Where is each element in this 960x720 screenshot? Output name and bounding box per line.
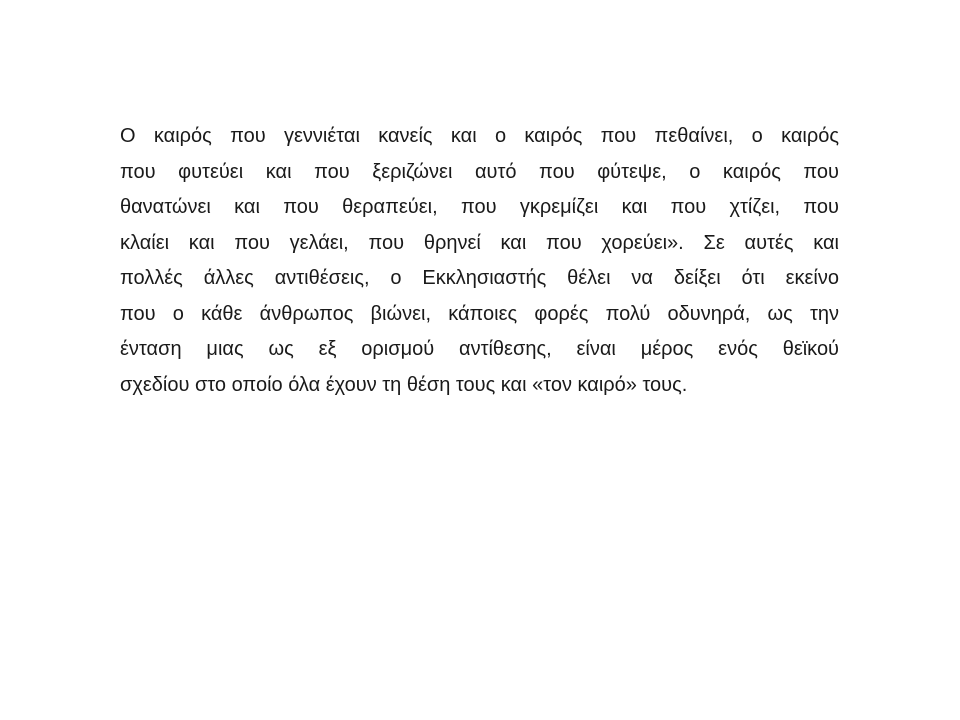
paragraph-line: πολλές άλλες αντιθέσεις, ο Εκκλησιαστής θέλει να δείξει ότι εκείνο xyxy=(120,267,839,289)
paragraph-line: κλαίει και που γελάει, που θρηνεί και που χορεύει». Σε αυτές και xyxy=(120,231,839,254)
paragraph-line: σχεδίου στο οποίο όλα έχουν τη θέση τους και «τον καιρό» τους. xyxy=(120,373,688,396)
paragraph-line: που φυτεύει και που ξεριζώνει αυτό που φύτεψε, ο καιρός που xyxy=(120,160,839,183)
paragraph-line: Ο καιρός που γεννιέται κανείς και ο καιρός που πεθαίνει, ο καιρός xyxy=(120,125,839,147)
paragraph-line: ένταση μιας ως εξ ορισμού αντίθεσης, είναι μέρος ενός θεϊκού xyxy=(120,338,839,360)
body-paragraph xyxy=(120,119,839,403)
paragraph-line: που ο κάθε άνθρωπος βιώνει, κάποιες φορές πολύ οδυνηρά, ως την xyxy=(120,302,839,325)
paragraph-line: θανατώνει και που θεραπεύει, που γκρεμίζει και που χτίζει, που xyxy=(120,196,839,218)
